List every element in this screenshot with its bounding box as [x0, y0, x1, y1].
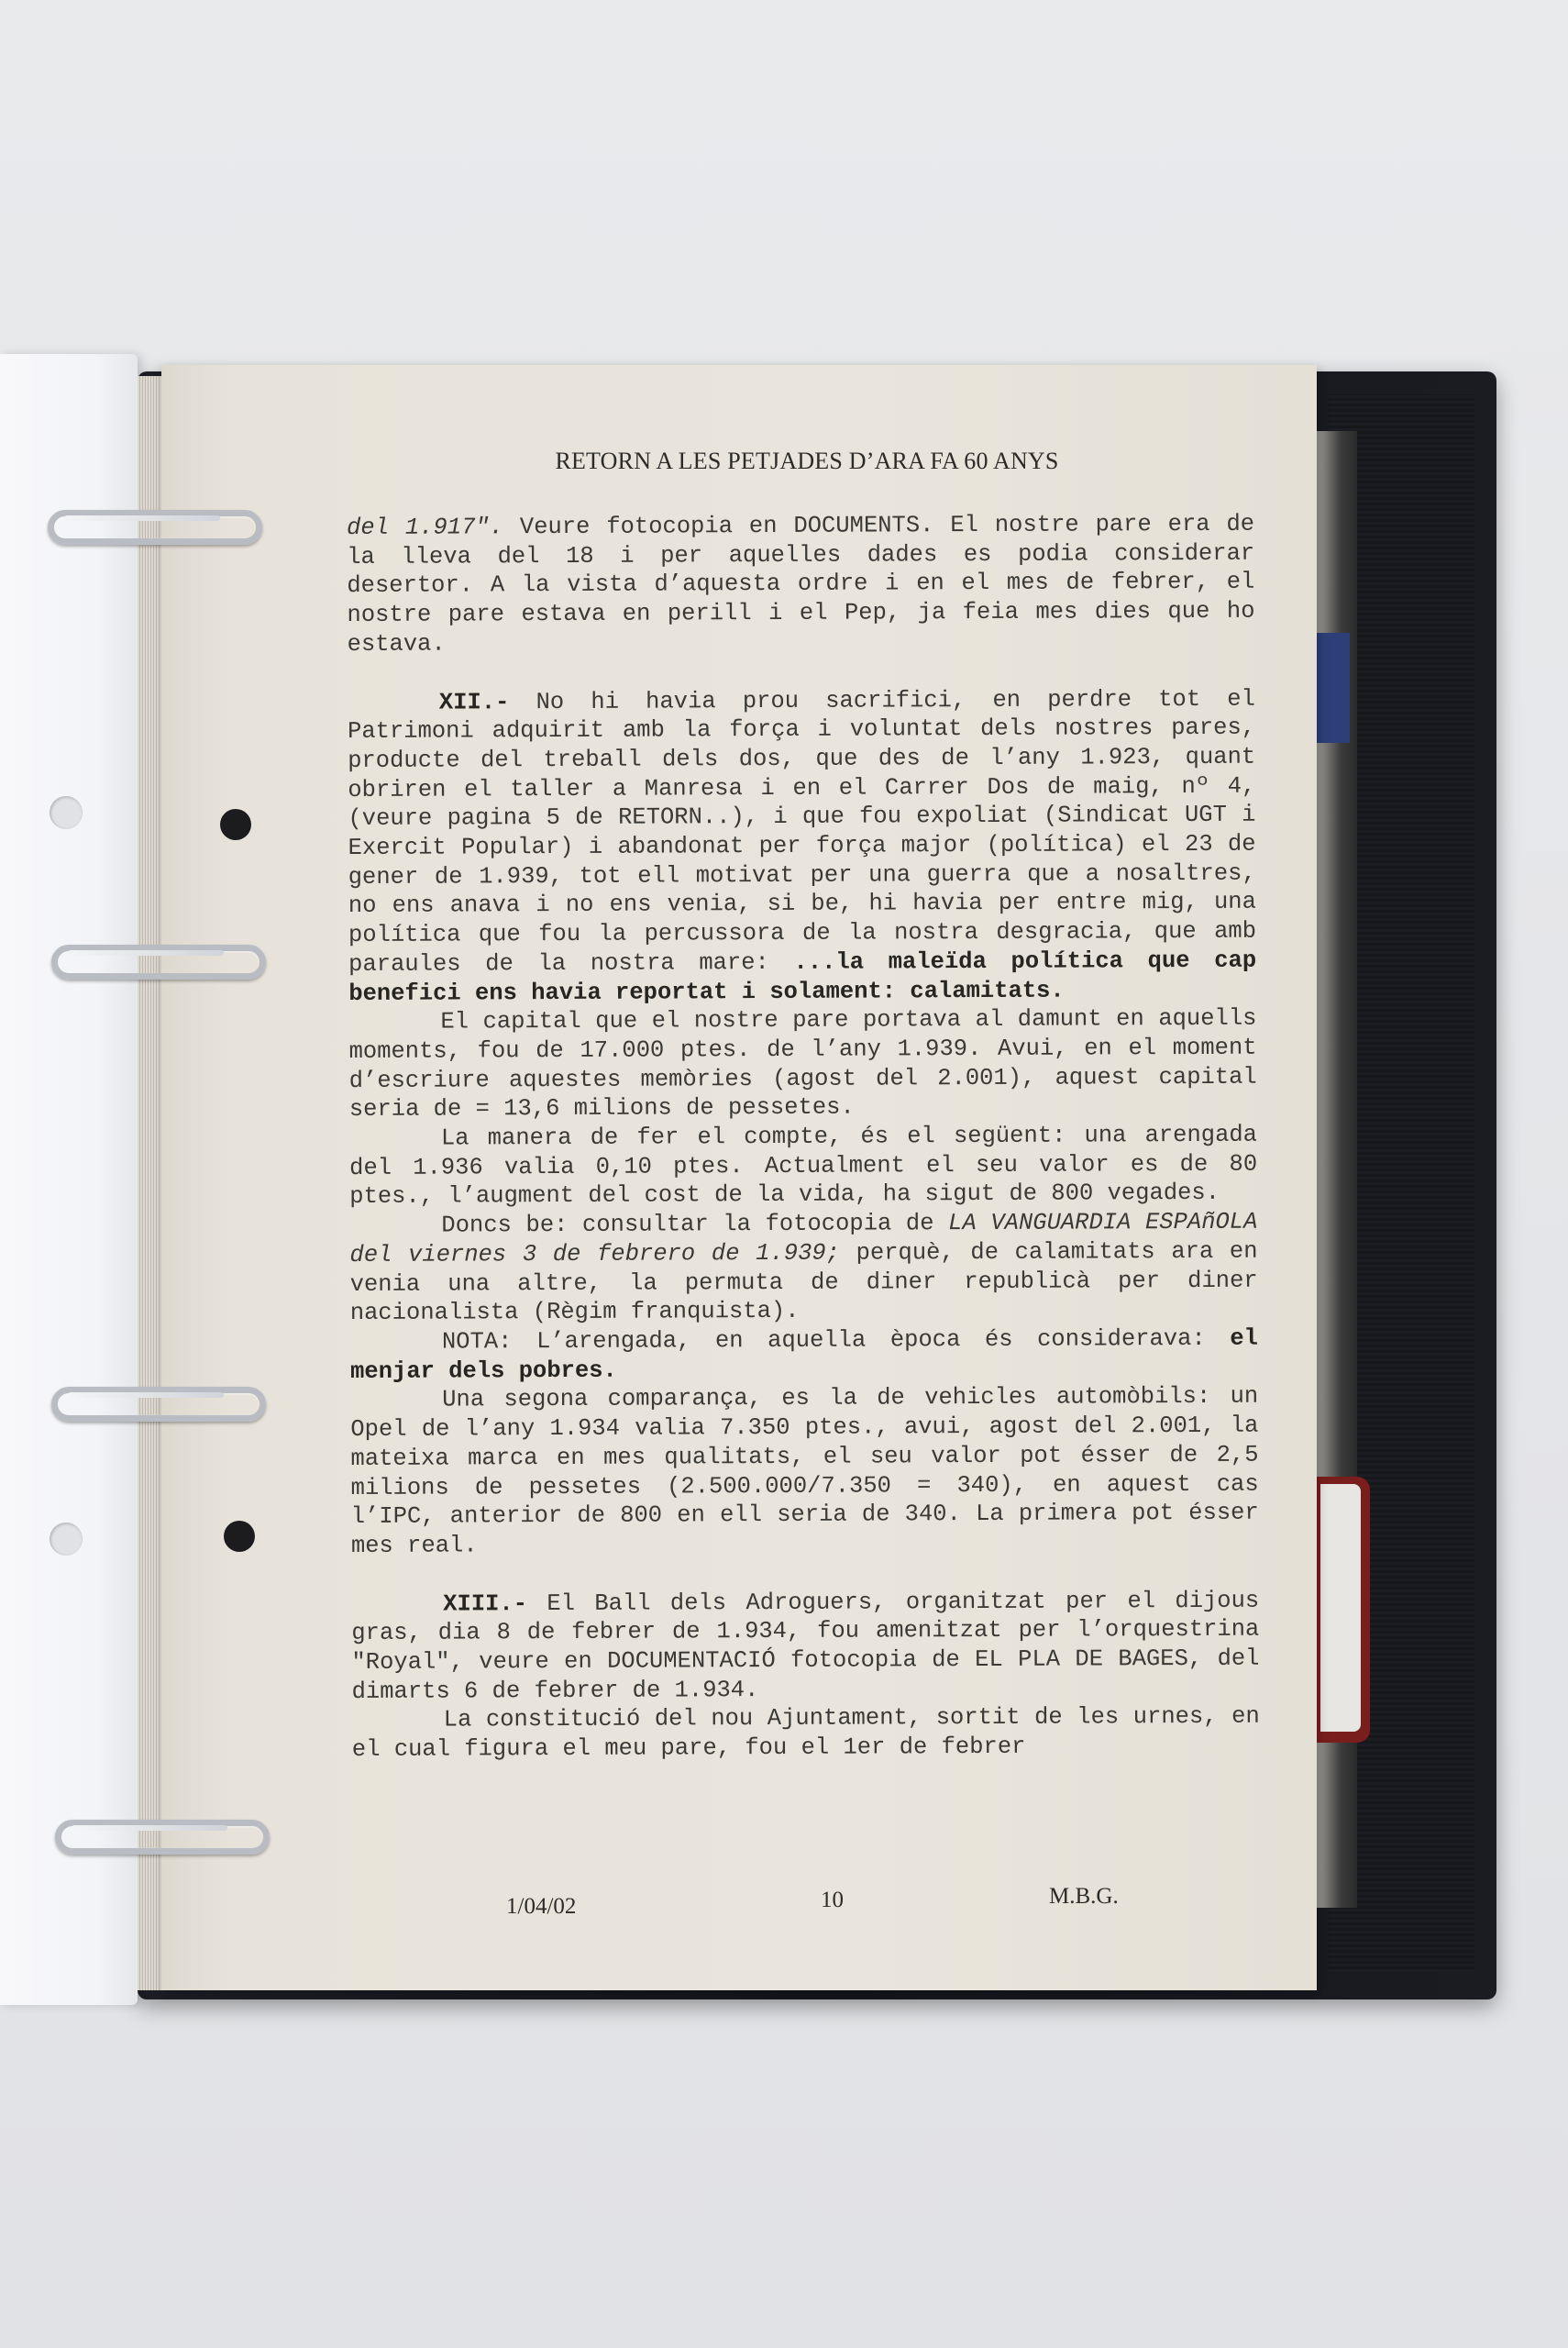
bold-quote: ...la maleïda política que cap benefici ens havia reportat i solament: calamitats.: [348, 947, 1257, 1007]
left-divider-page: [0, 354, 138, 2005]
page-body: [347, 510, 1260, 1765]
binder-ring-shine: [68, 950, 224, 956]
paragraph: [347, 510, 1255, 659]
footer-author: M.B.G.: [1049, 1884, 1119, 1909]
bold-text: el menjar dels pobres.: [350, 1324, 1258, 1385]
punch-hole: [50, 796, 83, 829]
index-tab: [1317, 1477, 1370, 1743]
paragraph: La manera de fer el compte, és el següent: una arengada del 1.936 valia 0,10 ptes. Actualment el seu valor es de 80 ptes., l’augment del cost de la vida, ha sigut de 800 vegades.: [349, 1121, 1258, 1211]
binder-ring-shine: [64, 515, 220, 521]
paragraph-xii: [348, 684, 1257, 1008]
text: Veure fotocopia en DOCUMENTS. El nostre pare era de la lleva del 18 i per aquelles dades es podia considerar desertor. A la vista d’aquesta ordre i en el mes de febrer, el nostre pare estava en perill i el Pep, ja feia mes dies que ho estava.: [347, 510, 1255, 658]
paragraph-nota: [350, 1324, 1258, 1387]
binder-ring-shine: [68, 1392, 224, 1398]
paragraph: El capital que el nostre pare portava al damunt en aquells moments, fou de 17.000 ptes. de l’any 1.939. Avui, en el moment d’escriure aquestes memòries (agost del 2.001), aquest capital seria de = 13,6 milions de pessetes.: [348, 1004, 1257, 1124]
text: Doncs be: consultar la fotocopia de: [441, 1210, 949, 1239]
paragraph-xiii: [351, 1586, 1260, 1706]
punch-hole: [224, 1521, 255, 1552]
footer-page-number: 10: [821, 1888, 844, 1912]
binder-ring-shine: [72, 1825, 227, 1831]
punch-hole: [50, 1523, 83, 1556]
paragraph: [349, 1208, 1258, 1328]
text: No hi havia prou sacrifici, en perdre tot el Patrimoni adquirit amb la força i voluntat dels nostres pares, producte del treball dels dos, que des de l’any 1.923, quant obriren el taller a Manresa i en el Carrer Dos de maig, nº 4, (veure pagina 5 de RETORN..), i que fou expoliat (Sindicat UGT i Exercit Popular) i abandonat per força major (política) el 23 de gener de 1.939, tot ell motivat per una guerra que a nosaltres, no ens anava i no ens venia, si be, hi havia per entre mig, una política que fou la percussora de la nostra desgracia, que amb paraules de la nostra mare:: [347, 685, 1257, 978]
text: NOTA: L’arengada, en aquella època és considerava:: [441, 1324, 1206, 1356]
section-number: XII.-: [438, 688, 510, 716]
clipping-headline-block: [1313, 633, 1350, 743]
paragraph: Una segona comparança, es la de vehicles automòbils: un Opel de l’any 1.934 valia 7.350 ptes., avui, agost del 2.001, la mateixa marca en mes qualitats, el seu valor pot ésser de 2,5 milions de pessetes (2.500.000/7.350 = 340), en aquest cas l’IPC, anterior de 800 en ell seria de 340. La primera pot ésser mes real.: [350, 1383, 1259, 1559]
italic-text: LA VANGUARDIA ESPAñOLA del viernes 3 de febrero de 1.939;: [349, 1208, 1258, 1268]
section-number: XIII.-: [443, 1589, 528, 1618]
text: El Ball dels Adroguers, organitzat per el dijous gras, dia 8 de febrer de 1.934, fou amenitzat per l’orquestrina "Royal", veure en DOCUMENTACIÓ fotocopia de EL PLA DE BAGES, del dimarts 6 de febrer de 1.934.: [351, 1587, 1260, 1705]
paragraph: La constitució del nou Ajuntament, sortit de les urnes, en el cual figura el meu pare, fou el 1er de febrer: [351, 1703, 1260, 1764]
punch-hole: [220, 809, 251, 840]
footer-date: 1/04/02: [506, 1894, 577, 1919]
page-header: RETORN A LES PETJADES D’ARA FA 60 ANYS: [555, 448, 1059, 474]
text: perquè, de calamitats ara en venia una altre, la permuta de diner republicà per diner nacionalista (Règim franquista).: [349, 1237, 1258, 1327]
italic-text: del 1.917".: [347, 514, 504, 541]
